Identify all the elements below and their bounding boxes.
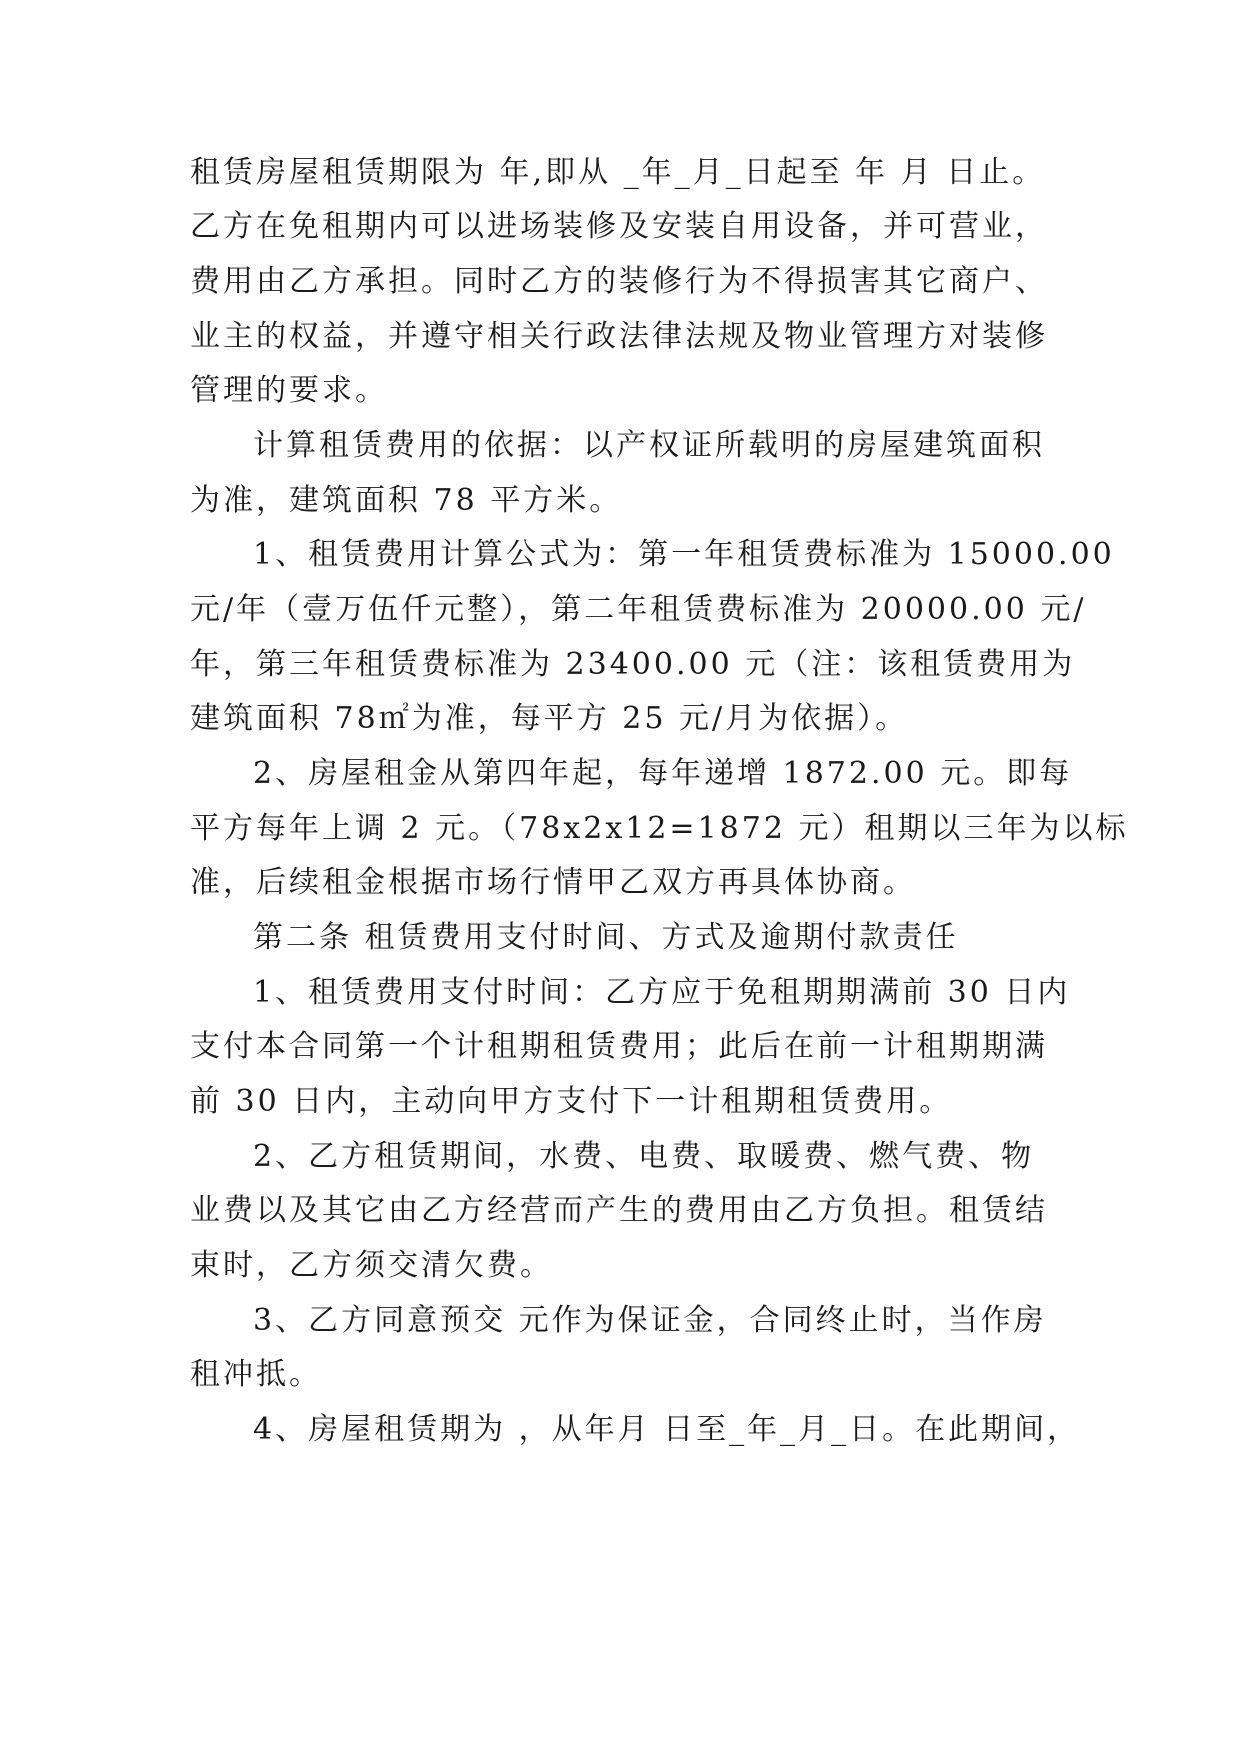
text-line: 准，后续租金根据市场行情甲乙双方再具体协商。: [190, 865, 916, 900]
text-line: 束时，乙方须交清欠费。: [190, 1248, 553, 1283]
text-line: 业费以及其它由乙方经营而产生的费用由乙方负担。租赁结: [190, 1193, 1048, 1228]
text-line: 年，第三年租赁费标准为 23400.00 元（注：该租赁费用为: [190, 647, 1076, 682]
text-line: 业主的权益，并遵守相关行政法律法规及物业管理方对装修: [190, 319, 1048, 354]
text-line: 费用由乙方承担。同时乙方的装修行为不得损害其它商户、: [190, 264, 1048, 299]
text-line: 租赁房屋租赁期限为 年,即从 _年_月_日起至 年 月 日止。: [190, 155, 1046, 190]
text-line: 1、租赁费用计算公式为：第一年租赁费标准为 15000.00: [253, 537, 1115, 572]
text-line: 计算租赁费用的依据：以产权证所载明的房屋建筑面积: [253, 428, 1045, 463]
text-line: 2、乙方租赁期间，水费、电费、取暖费、燃气费、物: [253, 1139, 1035, 1174]
section-heading: 第二条 租赁费用支付时间、方式及逾期付款责任: [253, 920, 959, 955]
text-line: 平方每年上调 2 元。（78x2x12=1872 元）租期以三年为以标: [190, 811, 1129, 846]
text-line: 2、房屋租金从第四年起，每年递增 1872.00 元。即每: [253, 756, 1073, 791]
text-line: 管理的要求。: [190, 373, 388, 408]
text-line: 元/年（壹万伍仟元整），第二年租赁费标准为 20000.00 元/: [190, 592, 1087, 627]
text-line: 前 30 日内，主动向甲方支付下一计租期租赁费用。: [190, 1084, 953, 1119]
text-line: 1、租赁费用支付时间：乙方应于免租期期满前 30 日内: [253, 975, 1071, 1010]
text-line: 为准，建筑面积 78 平方米。: [190, 483, 623, 518]
text-line: 4、房屋租赁期为 ，从年月 日至_年_月_日。在此期间，: [253, 1412, 1081, 1447]
text-line: 3、乙方同意预交 元作为保证金，合同终止时，当作房: [253, 1303, 1047, 1338]
text-line: 乙方在免租期内可以进场装修及安装自用设备，并可营业，: [190, 209, 1048, 244]
text-line: 支付本合同第一个计租期租赁费用；此后在前一计租期期满: [190, 1029, 1048, 1064]
text-line: 租冲抵。: [190, 1357, 322, 1392]
text-line: 建筑面积 78㎡为准，每平方 25 元/月为依据）。: [190, 701, 909, 736]
